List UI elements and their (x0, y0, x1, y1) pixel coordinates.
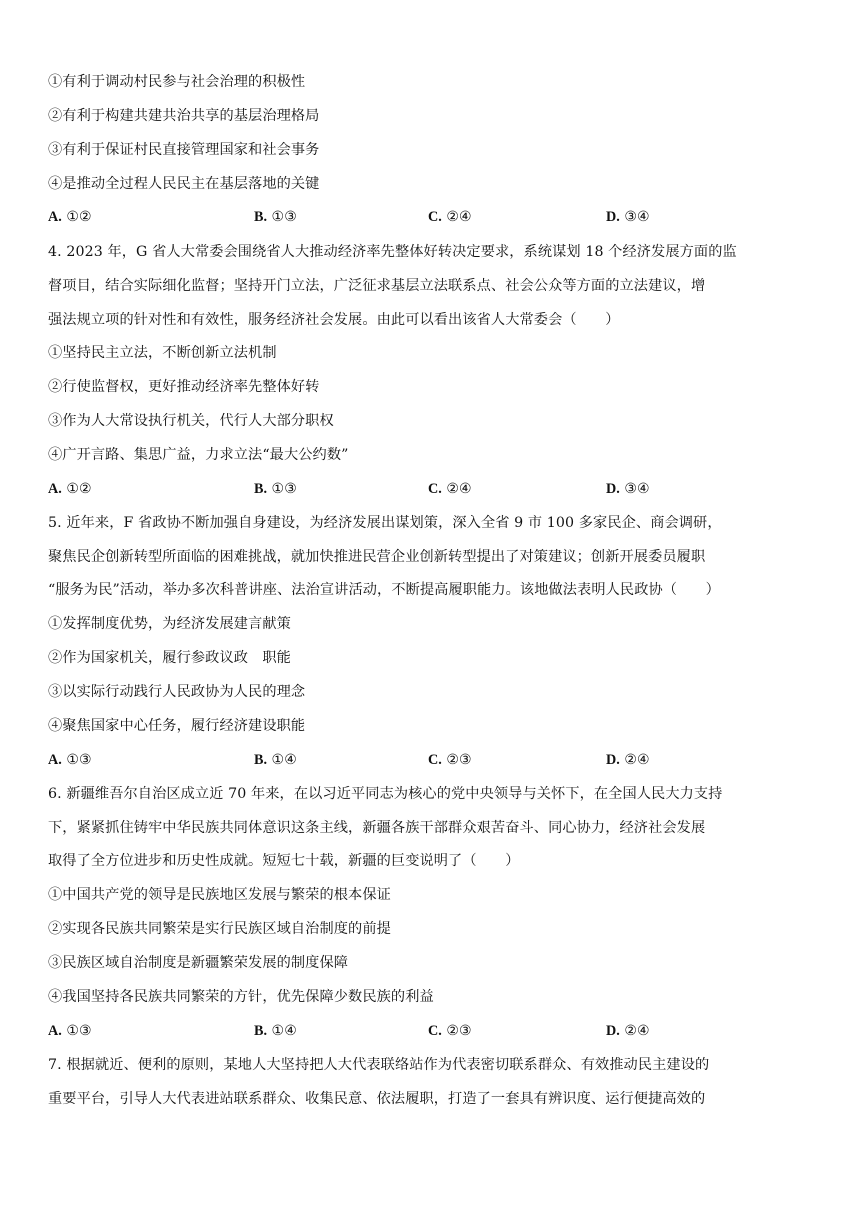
q6-option-a (48, 1021, 92, 1041)
option-key: B. (254, 481, 268, 497)
option-key: A. (48, 481, 62, 497)
option-text: ②④ (624, 752, 650, 768)
option-text: ①③ (66, 752, 92, 768)
q6-item-3: ③民族区域自治制度是新疆繁荣发展的制度保障 (48, 955, 349, 971)
option-text: ②③ (446, 1023, 472, 1039)
q7-stem-line-2: 重要平台，引导人大代表进站联系群众、收集民意、依法履职，打造了一套具有辨识度、运行便捷高效的 (48, 1091, 706, 1107)
q6-options (48, 1021, 808, 1041)
q6-stem-line-2: 下，紧紧抓住铸牢中华民族共同体意识这条主线，新疆各族干部群众艰苦奋斗、同心协力，经济社会发展 (48, 820, 706, 836)
option-key: C. (428, 209, 442, 225)
q5-item-4: ④聚焦国家中心任务，履行经济建设职能 (48, 718, 306, 734)
q3-item-2: ②有利于构建共建共治共享的基层治理格局 (48, 108, 320, 124)
q4-option-c (428, 479, 472, 499)
option-text: ②③ (446, 752, 472, 768)
q6-option-c (428, 1021, 472, 1041)
option-key: D. (606, 209, 620, 225)
q5-option-a (48, 750, 92, 770)
option-key: A. (48, 752, 62, 768)
option-key: C. (428, 1023, 442, 1039)
q6-item-1: ①中国共产党的领导是民族地区发展与繁荣的根本保证 (48, 887, 391, 903)
q5-item-2: ②作为国家机关，履行参政议政 职能 (48, 650, 291, 666)
q7-stem-line-1: 7. 根据就近、便利的原则，某地人大坚持把人大代表联络站作为代表密切联系群众、有效推动民主建设的 (48, 1057, 710, 1073)
option-text: ①③ (271, 481, 297, 497)
q5-option-d (606, 750, 650, 770)
q6-item-4: ④我国坚持各民族共同繁荣的方针，优先保障少数民族的利益 (48, 989, 434, 1005)
option-key: B. (254, 752, 268, 768)
q5-options (48, 750, 808, 770)
q6-stem-line-1: 6. 新疆维吾尔自治区成立近 70 年来，在以习近平同志为核心的党中央领导与关怀下，在全国人民大力支持 (48, 786, 723, 802)
option-text: ①④ (271, 1023, 297, 1039)
q3-item-3: ③有利于保证村民直接管理国家和社会事务 (48, 142, 320, 158)
q5-item-1: ①发挥制度优势，为经济发展建言献策 (48, 616, 291, 632)
option-key: D. (606, 1023, 620, 1039)
q4-option-b (254, 479, 297, 499)
q3-option-a (48, 207, 92, 227)
option-text: ①② (66, 481, 92, 497)
q4-stem-line-2: 督项目，结合实际细化监督；坚持开门立法，广泛征求基层立法联系点、社会公众等方面的立法建议，增 (48, 278, 706, 294)
option-text: ②④ (624, 1023, 650, 1039)
option-text: ③④ (624, 481, 650, 497)
q6-option-d (606, 1021, 650, 1041)
q3-option-d (606, 207, 650, 227)
q4-stem-line-1: 4. 2023 年，G 省人大常委会围绕省人大推动经济率先整体好转决定要求，系统谋划 18 个经济发展方面的监 (48, 244, 737, 260)
q5-item-3: ③以实际行动践行人民政协为人民的理念 (48, 684, 306, 700)
q4-item-4: ④广开言路、集思广益，力求立法“最大公约数” (48, 447, 349, 463)
option-text: ③④ (624, 209, 650, 225)
option-text: ②④ (446, 209, 472, 225)
q4-item-1: ①坚持民主立法，不断创新立法机制 (48, 345, 277, 361)
option-text: ①③ (66, 1023, 92, 1039)
q5-stem-line-3: “服务为民”活动，举办多次科普讲座、法治宣讲活动，不断提高履职能力。该地做法表明人民政协（ ） (48, 582, 720, 598)
q6-stem-line-3: 取得了全方位进步和历史性成就。短短七十载，新疆的巨变说明了（ ） (48, 853, 520, 869)
option-key: B. (254, 1023, 268, 1039)
option-key: C. (428, 481, 442, 497)
q4-stem-line-3: 强法规立项的针对性和有效性，服务经济社会发展。由此可以看出该省人大常委会（ ） (48, 312, 620, 328)
option-text: ①③ (271, 209, 297, 225)
q4-item-3: ③作为人大常设执行机关，代行人大部分职权 (48, 413, 334, 429)
q4-option-d (606, 479, 650, 499)
option-key: A. (48, 209, 62, 225)
q5-stem-line-1: 5. 近年来，F 省政协不断加强自身建设，为经济发展出谋划策，深入全省 9 市 100 多家民企、商会调研， (48, 515, 722, 531)
q3-item-4: ④是推动全过程人民民主在基层落地的关键 (48, 176, 320, 192)
q4-option-a (48, 479, 92, 499)
option-key: D. (606, 752, 620, 768)
option-key: B. (254, 209, 268, 225)
q3-option-c (428, 207, 472, 227)
q3-options (48, 207, 808, 227)
q5-option-c (428, 750, 472, 770)
option-key: D. (606, 481, 620, 497)
option-text: ①④ (271, 752, 297, 768)
q6-item-2: ②实现各民族共同繁荣是实行民族区域自治制度的前提 (48, 921, 391, 937)
q4-item-2: ②行使监督权，更好推动经济率先整体好转 (48, 379, 320, 395)
option-key: C. (428, 752, 442, 768)
q6-option-b (254, 1021, 297, 1041)
q4-options (48, 479, 808, 499)
option-text: ①② (66, 209, 92, 225)
q3-item-1: ①有利于调动村民参与社会治理的积极性 (48, 74, 306, 90)
q3-option-b (254, 207, 297, 227)
option-key: A. (48, 1023, 62, 1039)
option-text: ②④ (446, 481, 472, 497)
q5-option-b (254, 750, 297, 770)
q5-stem-line-2: 聚焦民企创新转型所面临的困难挑战，就加快推进民营企业创新转型提出了对策建议；创新开展委员履职 (48, 549, 706, 565)
